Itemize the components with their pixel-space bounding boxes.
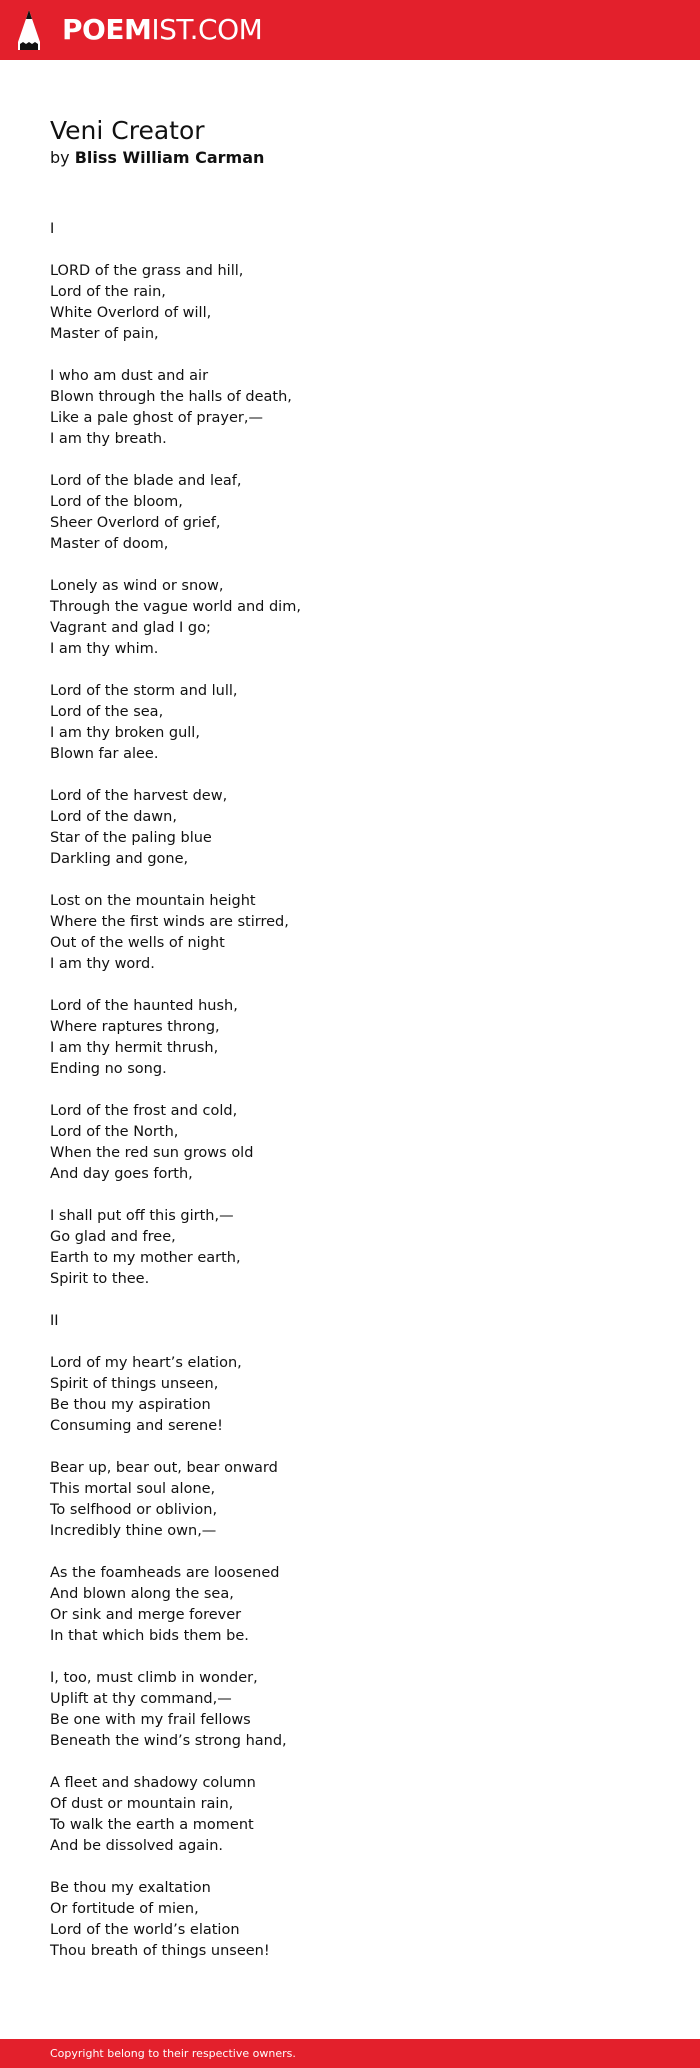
stanza-break bbox=[50, 1437, 650, 1458]
stanza-break bbox=[50, 1080, 650, 1101]
poem-line: Or fortitude of mien, bbox=[50, 1901, 199, 1917]
poem-line: And be dissolved again. bbox=[50, 1838, 224, 1854]
poem-line: As the foamheads are loosened bbox=[50, 1565, 280, 1581]
poem-line: I, too, must climb in wonder, bbox=[50, 1670, 258, 1686]
poem-line: To walk the earth a moment bbox=[50, 1817, 254, 1833]
poem-line: Vagrant and glad I go; bbox=[50, 620, 211, 636]
poem-line: II bbox=[50, 1313, 59, 1329]
byline-prefix: by bbox=[50, 148, 70, 167]
poem-line: Lord of the bloom, bbox=[50, 494, 183, 510]
poem-line: To selfhood or oblivion, bbox=[50, 1502, 218, 1518]
stanza-break bbox=[50, 870, 650, 891]
poem-line: I who am dust and air bbox=[50, 368, 209, 384]
poem-line: Master of pain, bbox=[50, 326, 159, 342]
poem-line: Incredibly thine own,— bbox=[50, 1523, 217, 1539]
poem-line: Through the vague world and dim, bbox=[50, 599, 301, 615]
poem-line: White Overlord of will, bbox=[50, 305, 212, 321]
poem-line: Where raptures throng, bbox=[50, 1019, 220, 1035]
poem-title: Veni Creator bbox=[50, 116, 205, 145]
poem-line: Beneath the wind’s strong hand, bbox=[50, 1733, 287, 1749]
stanza-break bbox=[50, 1332, 650, 1353]
poem-line: I am thy hermit thrush, bbox=[50, 1040, 219, 1056]
poem-line: Lord of the rain, bbox=[50, 284, 166, 300]
stanza-break bbox=[50, 1752, 650, 1773]
stanza-break bbox=[50, 240, 650, 261]
site-header bbox=[0, 0, 700, 60]
stanza-break bbox=[50, 555, 650, 576]
logo-bold-text: POEM bbox=[62, 13, 152, 46]
stanza-break bbox=[50, 1185, 650, 1206]
poem-line: And day goes forth, bbox=[50, 1166, 193, 1182]
stanza-break bbox=[50, 345, 650, 366]
poem-line: Darkling and gone, bbox=[50, 851, 189, 867]
poem-line: Lord of the dawn, bbox=[50, 809, 177, 825]
poem-line: Spirit of things unseen, bbox=[50, 1376, 219, 1392]
poem-line: A fleet and shadowy column bbox=[50, 1775, 256, 1791]
stanza-break bbox=[50, 1542, 650, 1563]
pencil-tip-icon[interactable] bbox=[16, 10, 42, 52]
poem-line: Where the first winds are stirred, bbox=[50, 914, 289, 930]
poem-line: This mortal soul alone, bbox=[50, 1481, 216, 1497]
site-footer bbox=[0, 2039, 700, 2068]
poem-line: Lord of the world’s elation bbox=[50, 1922, 240, 1938]
poem-line: LORD of the grass and hill, bbox=[50, 263, 244, 279]
stanza-break bbox=[50, 1857, 650, 1878]
poem-line: Lost on the mountain height bbox=[50, 893, 256, 909]
poem-line: Like a pale ghost of prayer,— bbox=[50, 410, 263, 426]
poem-line: Ending no song. bbox=[50, 1061, 167, 1077]
poem-line: Out of the wells of night bbox=[50, 935, 225, 951]
poem-line: Be thou my exaltation bbox=[50, 1880, 211, 1896]
poem-line: Be one with my frail fellows bbox=[50, 1712, 251, 1728]
poem-line: Lord of the North, bbox=[50, 1124, 179, 1140]
poem-line: Lord of the haunted hush, bbox=[50, 998, 238, 1014]
poem-line: Lord of the harvest dew, bbox=[50, 788, 228, 804]
poem-line: Be thou my aspiration bbox=[50, 1397, 211, 1413]
poem-line: I shall put off this girth,— bbox=[50, 1208, 234, 1224]
poem-line: And blown along the sea, bbox=[50, 1586, 234, 1602]
poem-line: Master of doom, bbox=[50, 536, 169, 552]
author-name: Bliss William Carman bbox=[74, 148, 265, 167]
stanza-break bbox=[50, 450, 650, 471]
poem-line: Of dust or mountain rain, bbox=[50, 1796, 234, 1812]
stanza-break bbox=[50, 1290, 650, 1311]
site-logo[interactable] bbox=[62, 12, 262, 48]
poem-line: Thou breath of things unseen! bbox=[50, 1943, 270, 1959]
poem-line: Earth to my mother earth, bbox=[50, 1250, 241, 1266]
stanza-break bbox=[50, 975, 650, 996]
poem-line: Sheer Overlord of grief, bbox=[50, 515, 221, 531]
poem-line: Lord of the blade and leaf, bbox=[50, 473, 242, 489]
stanza-break bbox=[50, 765, 650, 786]
poem-line: Star of the paling blue bbox=[50, 830, 212, 846]
poem-line: I am thy broken gull, bbox=[50, 725, 200, 741]
stanza-break bbox=[50, 660, 650, 681]
poem-line: I am thy whim. bbox=[50, 641, 159, 657]
poem-line: Spirit to thee. bbox=[50, 1271, 150, 1287]
poem-line: Bear up, bear out, bear onward bbox=[50, 1460, 278, 1476]
poem-line: Uplift at thy command,— bbox=[50, 1691, 232, 1707]
poem-line: Lord of the frost and cold, bbox=[50, 1103, 238, 1119]
poem-line: In that which bids them be. bbox=[50, 1628, 249, 1644]
poem-line: Lonely as wind or snow, bbox=[50, 578, 224, 594]
poem-line: Or sink and merge forever bbox=[50, 1607, 242, 1623]
copyright-text: Copyright belong to their respective owners. bbox=[50, 2047, 296, 2060]
poem-line: Lord of the storm and lull, bbox=[50, 683, 238, 699]
byline bbox=[50, 147, 264, 169]
poem-line: Consuming and serene! bbox=[50, 1418, 223, 1434]
poem-line: Lord of the sea, bbox=[50, 704, 164, 720]
poem-line: I am thy word. bbox=[50, 956, 155, 972]
poem-line: When the red sun grows old bbox=[50, 1145, 254, 1161]
stanza-break bbox=[50, 1647, 650, 1668]
poem-line: Blown far alee. bbox=[50, 746, 159, 762]
poem-body bbox=[50, 219, 650, 1962]
poem-line: I am thy breath. bbox=[50, 431, 167, 447]
poem-line: Blown through the halls of death, bbox=[50, 389, 292, 405]
poem-line: Go glad and free, bbox=[50, 1229, 176, 1245]
poem-line: Lord of my heart’s elation, bbox=[50, 1355, 242, 1371]
poem-line: I bbox=[50, 221, 55, 237]
logo-light-text: IST.COM bbox=[151, 13, 263, 46]
